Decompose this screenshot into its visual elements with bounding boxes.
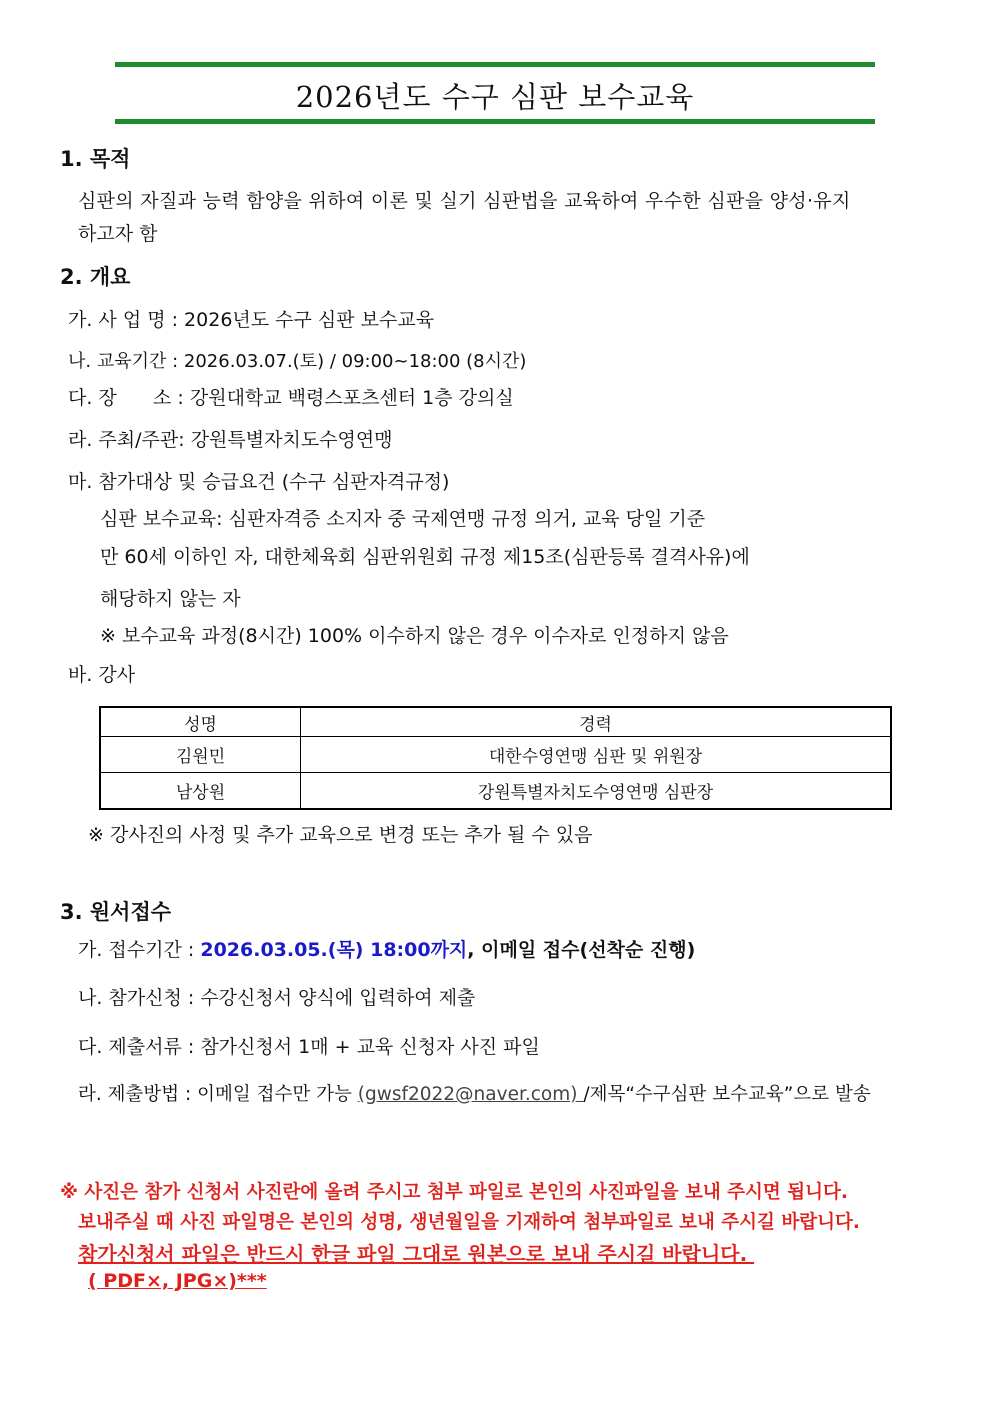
title-top-rule bbox=[115, 62, 875, 67]
application-documents: 다. 제출서류 : 참가신청서 1매 + 교육 신청자 사진 파일 bbox=[78, 1036, 540, 1058]
table-cell-name: 남상원 bbox=[100, 773, 301, 810]
table-header-name: 성명 bbox=[100, 707, 301, 737]
application-period-label: 가. 접수기간 : bbox=[78, 939, 201, 961]
table-header-row bbox=[100, 707, 891, 737]
section-heading-purpose: 1. 목적 bbox=[60, 147, 131, 171]
eligibility-line-2: 만 60세 이하인 자, 대한체육회 심판위원회 규정 제15조(심판등록 결격사유)에 bbox=[100, 546, 750, 568]
notice-line-2: 보내주실 때 사진 파일명은 본인의 성명, 생년월일을 기재하여 첨부파일로 보내 주시길 바랍니다. bbox=[78, 1212, 860, 1233]
purpose-line-2: 하고자 함 bbox=[78, 223, 158, 245]
overview-project-name: 가. 사 업 명 : 2026년도 수구 심판 보수교육 bbox=[68, 309, 435, 331]
application-submission bbox=[78, 1080, 871, 1106]
eligibility-note: ※ 보수교육 과정(8시간) 100% 이수하지 않은 경우 이수자로 인정하지 않음 bbox=[100, 625, 729, 647]
overview-host: 라. 주최/주관: 강원특별자치도수영연맹 bbox=[68, 429, 393, 451]
notice-line-4: ( PDF×, JPG×)*** bbox=[88, 1270, 267, 1292]
overview-eligibility-title: 마. 참가대상 및 승급요건 (수구 심판자격규정) bbox=[68, 471, 450, 493]
submission-subject: /제목“수구심판 보수교육”으로 발송 bbox=[583, 1084, 871, 1105]
eligibility-line-3: 해당하지 않는 자 bbox=[100, 588, 241, 610]
application-method-note: , 이메일 접수(선착순 진행) bbox=[467, 939, 696, 961]
notice-line-3: 참가신청서 파일은 반드시 한글 파일 그대로 원본으로 보내 주시길 바랍니다. bbox=[78, 1242, 755, 1266]
application-form: 나. 참가신청 : 수강신청서 양식에 입력하여 제출 bbox=[78, 987, 476, 1009]
overview-venue: 다. 장 소 : 강원대학교 백령스포츠센터 1층 강의실 bbox=[68, 387, 514, 409]
submission-label: 라. 제출방법 : 이메일 접수만 가능 bbox=[78, 1084, 358, 1105]
section-heading-overview: 2. 개요 bbox=[60, 265, 131, 289]
table-row bbox=[100, 773, 891, 810]
section-heading-application: 3. 원서접수 bbox=[60, 900, 172, 924]
email-link[interactable]: (gwsf2022@naver.com) bbox=[357, 1084, 584, 1105]
application-period bbox=[78, 935, 695, 962]
overview-instructors-title: 바. 강사 bbox=[68, 664, 136, 686]
title-bottom-rule bbox=[115, 119, 875, 124]
table-row bbox=[100, 737, 891, 773]
instructors-note: ※ 강사진의 사정 및 추가 교육으로 변경 또는 추가 될 수 있음 bbox=[88, 824, 593, 846]
table-cell-career: 대한수영연맹 심판 및 위원장 bbox=[301, 737, 892, 773]
table-cell-name: 김원민 bbox=[100, 737, 301, 773]
table-header-career: 경력 bbox=[301, 707, 892, 737]
notice-line-1: ※ 사진은 참가 신청서 사진란에 올려 주시고 첨부 파일로 본인의 사진파일을 보내 주시면 됩니다. bbox=[60, 1182, 848, 1203]
instructors-table bbox=[99, 706, 892, 810]
eligibility-line-1: 심판 보수교육: 심판자격증 소지자 중 국제연맹 규정 의거, 교육 당일 기준 bbox=[100, 508, 706, 530]
page-title: 2026년도 수구 심판 보수교육 bbox=[295, 80, 695, 114]
application-deadline: 2026.03.05.(목) 18:00까지 bbox=[200, 939, 468, 961]
overview-period: 나. 교육기간 : 2026.03.07.(토) / 09:00~18:00 (8시간) bbox=[68, 351, 527, 372]
table-cell-career: 강원특별자치도수영연맹 심판장 bbox=[301, 773, 892, 810]
purpose-line-1: 심판의 자질과 능력 함양을 위하여 이론 및 실기 심판법을 교육하여 우수한 심판을 양성·유지 bbox=[78, 190, 851, 212]
